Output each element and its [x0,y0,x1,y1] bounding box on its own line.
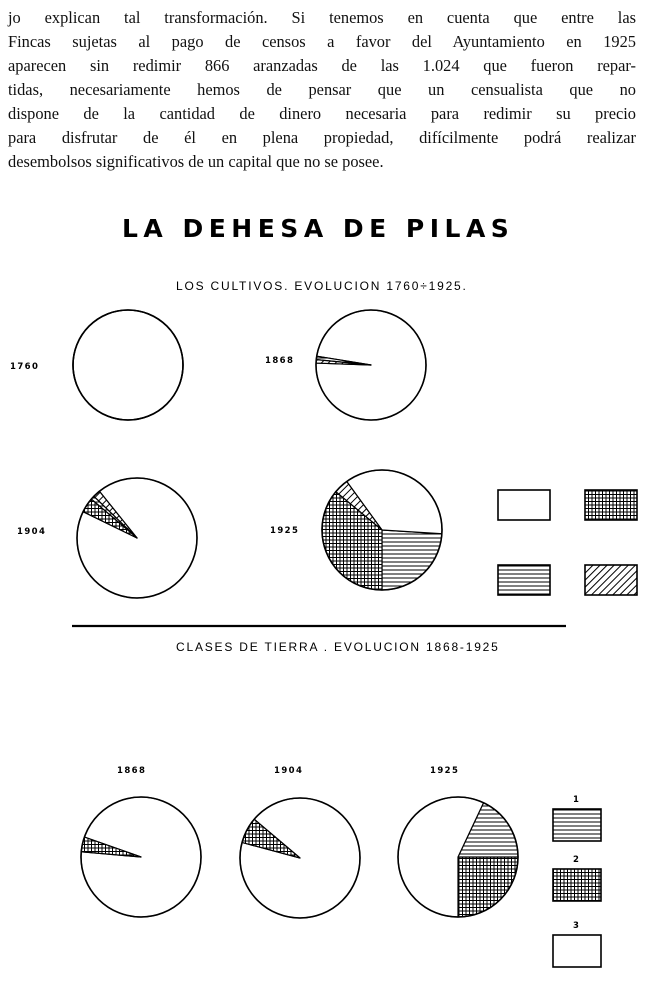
clases-tierra-legend [553,795,601,967]
pie-year-label: 1760 [10,362,40,372]
pie-year-label: 1925 [270,526,300,536]
pie-year-label: 1904 [274,766,304,776]
cultivos-pie-1760 [10,310,183,420]
legend-swatch-grid [553,869,601,901]
legend-number: 2 [573,855,581,865]
legend-swatch-horizontal [553,809,601,841]
pie-slice-grid [458,857,518,917]
paragraph-line: Fincas sujetas al pago de censos a favor del Ayuntamiento en 1925 [8,32,636,51]
cultivos-legend [498,490,637,595]
legend-swatch-blank [498,490,550,520]
body-paragraph [8,6,636,174]
paragraph-line: desembolsos significativos de un capital que no se posee. [8,152,384,171]
paragraph-line: dispone de la cantidad de dinero necesaria para redimir su precio [8,104,636,123]
pie-year-label: 1925 [430,766,460,776]
clases-pie-1904 [240,766,360,918]
legend-swatch-horizontal [498,565,550,595]
legend-swatch-diagonal [585,565,637,595]
pie-slice-horizontal [382,530,442,590]
legend-swatch-blank [553,935,601,967]
cultivos-pie-1925 [270,470,442,590]
paragraph-line: aparecen sin redimir 866 aranzadas de las 1.024 que fueron repar- [8,56,636,75]
paragraph-line: para disfrutar de él en plena propiedad, difícilmente podrá realizar [8,128,636,147]
clases-pie-1925 [398,766,518,917]
clases-pie-1868 [81,766,201,917]
section1-title: LOS CULTIVOS. EVOLUCION 1760÷1925. [176,279,468,293]
paragraph-line: jo explican tal transformación. Si tenemos en cuenta que entre las [8,8,636,27]
dehesa-de-pilas-figure [0,200,646,995]
pie-year-label: 1904 [17,527,47,537]
paragraph-line: tidas, necesariamente hemos de pensar que un censualista que no [8,80,636,99]
cultivos-pie-1904 [17,478,197,598]
pie-year-label: 1868 [265,356,295,366]
cultivos-pie-charts [10,310,442,598]
clases-tierra-pie-charts [81,766,518,918]
figure-title: LA DEHESA DE PILAS [122,214,515,243]
pie-year-label: 1868 [117,766,147,776]
legend-number: 1 [573,795,581,805]
legend-swatch-grid [585,490,637,520]
cultivos-pie-1868 [265,310,426,420]
section2-title: CLASES DE TIERRA . EVOLUCION 1868-1925 [176,640,500,654]
legend-number: 3 [573,921,581,931]
